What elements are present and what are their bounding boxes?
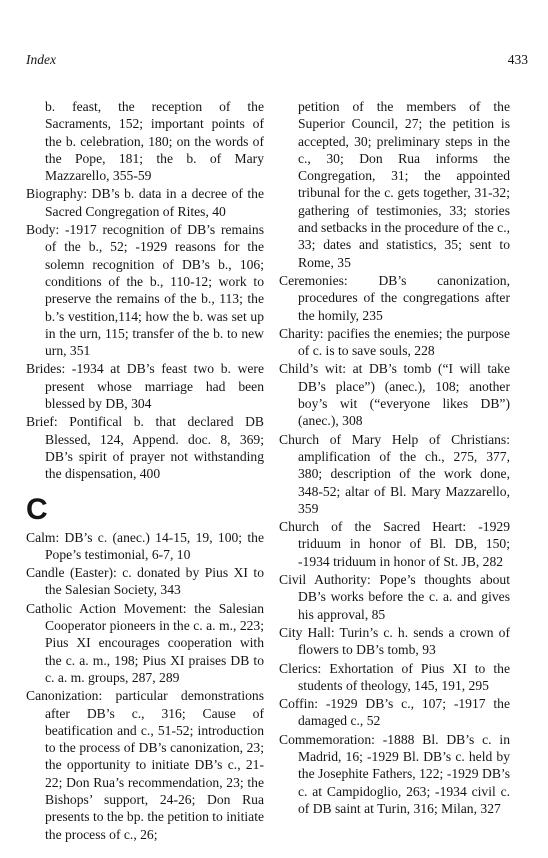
index-column-left bbox=[26, 98, 264, 843]
index-entry-calm: Calm: DB’s c. (anec.) 14-15, 19, 100; the Pope’s testimonial, 6-7, 10 bbox=[26, 529, 264, 562]
index-entry-coffin: Coffin: -1929 DB’s c., 107; -1917 the damaged c., 52 bbox=[279, 696, 510, 729]
index-entry-charity: Charity: pacifies the enemies; the purpose of c. is to save souls, 228 bbox=[279, 325, 510, 359]
index-entry-continued: petition of the members of the Superior Council, 27; the petition is accepted, 30; preliminary steps in the c., 30; Don Rua informs the Congregation, 31; the appointed tribunal for the c. gets together, 31-32; gathering of testimonies, 33; stories and setbacks in the procedure of the c., 33; dates and statistics, 35; sent to Rome, 35 bbox=[298, 99, 510, 270]
section-letter: C bbox=[26, 492, 48, 526]
page-number: 433 bbox=[507, 52, 528, 67]
index-entry-civil-authority: Civil Authority: Pope’s thoughts about DB’s works before the c. a. and gives his approval, 85 bbox=[279, 572, 510, 622]
index-entry-city-hall: City Hall: Turin’s c. h. sends a crown of flowers to DB’s tomb, 93 bbox=[279, 624, 510, 658]
index-entry-biography: Biography: DB’s b. data in a decree of the Sacred Congregation of Rites, 40 bbox=[26, 186, 264, 219]
index-entry-church-sacred-heart: Church of the Sacred Heart: -1929 triduum in honor of Bl. DB, 150; -1934 triduum in honor of St. JB, 282 bbox=[279, 519, 510, 569]
index-entry-childs-wit: Child’s wit: at DB’s tomb (“I will take DB’s place”) (anec.), 108; another boy’s wit (“everyone likes DB”) (anec.), 308 bbox=[279, 361, 510, 429]
index-entry-brief: Brief: Pontifical b. that declared DB Blessed, 124, Append. doc. 8, 369; DB’s spirit of prayer not withstanding the dispensation, 400 bbox=[26, 414, 264, 482]
running-title: Index bbox=[26, 52, 56, 67]
index-column-right bbox=[279, 98, 510, 817]
page-header bbox=[26, 52, 528, 72]
index-entry-brides: Brides: -1934 at DB’s feast two b. were present whose marriage had been blessed by DB, 304 bbox=[26, 361, 264, 412]
index-entry-candle: Candle (Easter): c. donated by Pius XI to the Salesian Society, 343 bbox=[26, 565, 264, 598]
index-entry-clerics: Clerics: Exhortation of Pius XI to the students of theology, 145, 191, 295 bbox=[279, 660, 510, 693]
index-entry-body: Body: -1917 recognition of DB’s remains of the b., 52; -1929 reasons for the solemn recognition of DB’s b., 106; conditions of the b., 110-12; work to preserve the remains of the b., 113; the b.’s vestition,114; how the b. was set up in the urn, 115; transfer of the b. to new urn, 351 bbox=[26, 222, 264, 359]
index-entry-canonization: Canonization: particular demonstrations after DB’s c., 316; Cause of beatification and c., 51-52; introduction to the process of DB’s canonization, 23; the opportunity to initiate DB’s c., 21-22; Don Rua’s recommendation, 23; the Bishops’ support, 24-26; Don Rua presents to the bp. the petition to initiate the process of c., 26; bbox=[26, 688, 264, 842]
index-entry-catholic-action: Catholic Action Movement: the Salesian Cooperator pioneers in the c. a. m., 223; Pius XI encourages cooperation with the c. a. m., 198; Pius XI praises DB to c. a. m. groups, 287, 289 bbox=[26, 600, 264, 685]
index-entry-church-mary-help: Church of Mary Help of Christians: amplification of the ch., 275, 377, 380; description of the work done, 348-52; altar of Bl. Mary Mazzarello, 359 bbox=[279, 431, 510, 516]
index-entry-continued: b. feast, the reception of the Sacraments, 152; important points of the b. celebration, 180; on the words of the Pope, 181; the b. of Mary Mazzarello, 355-59 bbox=[45, 99, 264, 184]
index-entry-commemoration: Commemoration: -1888 Bl. DB’s c. in Madrid, 16; -1929 Bl. DB’s c. held by the Josephite Fathers, 122; -1929 DB’s c. at Campidoglio, 263; -1934 civil c. of DB saint at Turin, 316; Milan, 327 bbox=[279, 731, 510, 816]
index-entry-ceremonies: Ceremonies: DB’s canonization, procedures of the congregations after the homily, 235 bbox=[279, 272, 510, 323]
